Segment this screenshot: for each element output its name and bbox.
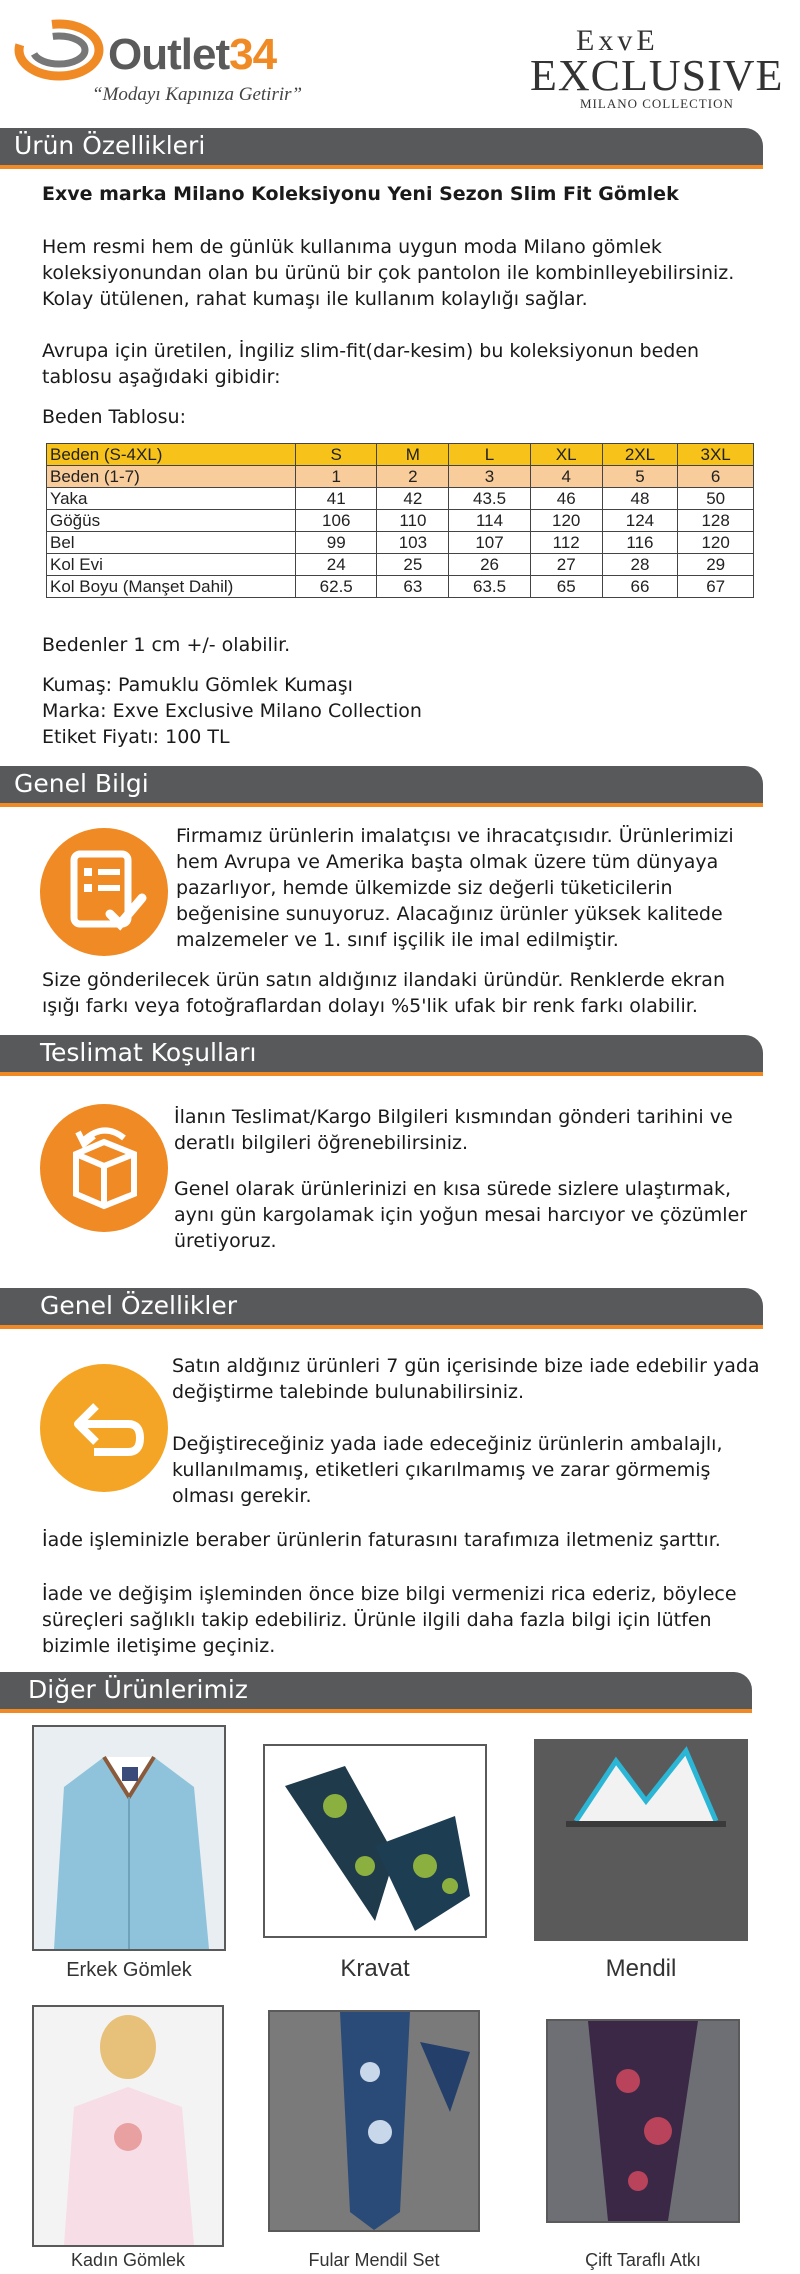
size-table-cell: M bbox=[377, 444, 449, 466]
features-line: olması gerekir. bbox=[172, 1485, 312, 1507]
women-shirt-image-icon bbox=[34, 2007, 222, 2245]
product-desc-line: tablosu aşağıdaki gibidir: bbox=[42, 366, 281, 388]
checklist-icon bbox=[40, 828, 168, 956]
general-info-line: beğenisine sunuyoruz. Alacağınız ürünler yüksek kalitede bbox=[176, 903, 723, 925]
general-info-line: Firmamız ürünlerin imalatçısı ve ihracatçısıdır. Ürünlerimizi bbox=[176, 825, 734, 847]
size-table-cell: XL bbox=[530, 444, 602, 466]
section-header-general-info: Genel Bilgi bbox=[0, 766, 763, 807]
features-line: değiştirme talebinde bulunabilirsiniz. bbox=[172, 1381, 524, 1403]
size-table-cell: 1 bbox=[296, 466, 377, 488]
size-table-cell: 3 bbox=[449, 466, 530, 488]
return-arrow-icon bbox=[40, 1364, 168, 1492]
gallery-caption: Fular Mendil Set bbox=[308, 2250, 440, 2270]
features-line: süreçleri sağlıklı takip edebiliriz. Ürünle ilgili daha fazla bilgi için lütfen bbox=[42, 1609, 712, 1631]
gallery-caption: Kadın Gömlek bbox=[70, 2250, 186, 2270]
size-table-cell: 99 bbox=[296, 532, 377, 554]
size-table-row bbox=[47, 576, 754, 598]
product-thumb-double-scarf[interactable] bbox=[546, 2019, 740, 2223]
gallery-caption: Erkek Gömlek bbox=[66, 1959, 192, 1981]
size-table-cell: 106 bbox=[296, 510, 377, 532]
size-table-cell: 41 bbox=[296, 488, 377, 510]
size-table-cell: 114 bbox=[449, 510, 530, 532]
size-table-cell: 3XL bbox=[678, 444, 754, 466]
general-info-line: pazarlıyor, hemde ülkemizde siz değerli tüketicilerin bbox=[176, 877, 673, 899]
size-table-cell: 4 bbox=[530, 466, 602, 488]
product-thumb-tie[interactable] bbox=[263, 1744, 487, 1938]
outlet34-logo-icon bbox=[14, 14, 104, 86]
size-note: Bedenler 1 cm +/- olabilir. bbox=[42, 634, 291, 656]
size-table-cell: 124 bbox=[602, 510, 678, 532]
size-table-cell: 26 bbox=[449, 554, 530, 576]
gallery-caption: Kravat bbox=[340, 1955, 410, 1982]
double-scarf-image-icon bbox=[548, 2021, 738, 2221]
size-table-label: Göğüs bbox=[47, 510, 296, 532]
product-desc-line: Kolay ütülenen, rahat kumaşı ile kullanım kolaylığı sağlar. bbox=[42, 288, 588, 310]
size-table-cell: L bbox=[449, 444, 530, 466]
product-desc-line: Avrupa için üretilen, İngiliz slim-fit(dar-kesim) bu koleksiyonun beden bbox=[42, 340, 700, 362]
size-table-row bbox=[47, 532, 754, 554]
scarf-set-image-icon bbox=[270, 2012, 478, 2230]
size-table-cell: 46 bbox=[530, 488, 602, 510]
size-table-cell: 63.5 bbox=[449, 576, 530, 598]
size-table-label: Kol Boyu (Manşet Dahil) bbox=[47, 576, 296, 598]
section-header-general-features: Genel Özellikler bbox=[0, 1288, 763, 1329]
logo-name: Outlet34 bbox=[108, 30, 277, 79]
shirt-image-icon bbox=[34, 1727, 224, 1949]
pocket-square-image-icon bbox=[536, 1741, 746, 1939]
features-line: Satın aldğınız ürünleri 7 gün içerisinde bize iade edebilir yada bbox=[172, 1355, 760, 1377]
product-thumb-men-shirt[interactable] bbox=[32, 1725, 226, 1951]
size-table-row bbox=[47, 488, 754, 510]
features-line: Değiştireceğiniz yada iade edeceğiniz ürünlerin ambalajlı, bbox=[172, 1433, 723, 1455]
size-table-cell: 50 bbox=[678, 488, 754, 510]
product-thumb-pocket-square[interactable] bbox=[534, 1739, 748, 1941]
brand-info: Marka: Exve Exclusive Milano Collection bbox=[42, 700, 422, 722]
size-table-title: Beden Tablosu: bbox=[42, 406, 186, 428]
features-line: İade işleminizle beraber ürünlerin faturasını tarafımıza iletmeniz şarttır. bbox=[42, 1529, 721, 1551]
general-info-line: hem Avrupa ve Amerika başta olmak üzere tüm dünyaya bbox=[176, 851, 719, 873]
product-title: Exve marka Milano Koleksiyonu Yeni Sezon Slim Fit Gömlek bbox=[42, 183, 679, 205]
size-table-row bbox=[47, 444, 754, 466]
size-table-cell: 116 bbox=[602, 532, 678, 554]
size-table-cell: 67 bbox=[678, 576, 754, 598]
delivery-line: üretiyoruz. bbox=[174, 1230, 277, 1252]
size-table-cell: 25 bbox=[377, 554, 449, 576]
size-table-cell: 27 bbox=[530, 554, 602, 576]
product-desc-line: Hem resmi hem de günlük kullanıma uygun moda Milano gömlek bbox=[42, 236, 662, 258]
size-table-cell: 43.5 bbox=[449, 488, 530, 510]
size-table-cell: S bbox=[296, 444, 377, 466]
fabric-info: Kumaş: Pamuklu Gömlek Kumaşı bbox=[42, 674, 353, 696]
size-table-cell: 5 bbox=[602, 466, 678, 488]
features-line: kullanılmamış, etiketleri çıkarılmamış ve zarar görmemiş bbox=[172, 1459, 711, 1481]
product-desc-line: koleksiyonundan olan bu ürünü bir çok pantolon ile kombinlleyebilirsiniz. bbox=[42, 262, 735, 284]
size-table-cell: 103 bbox=[377, 532, 449, 554]
size-table bbox=[46, 443, 754, 598]
size-table-label: Yaka bbox=[47, 488, 296, 510]
features-line: bizimle iletişime geçiniz. bbox=[42, 1635, 276, 1657]
size-table-cell: 29 bbox=[678, 554, 754, 576]
size-table-cell: 110 bbox=[377, 510, 449, 532]
size-table-label: Beden (S-4XL) bbox=[47, 444, 296, 466]
size-table-cell: 120 bbox=[678, 532, 754, 554]
size-table-row bbox=[47, 510, 754, 532]
size-table-cell: 42 bbox=[377, 488, 449, 510]
tie-image-icon bbox=[265, 1746, 485, 1936]
size-table-label: Bel bbox=[47, 532, 296, 554]
size-table-row bbox=[47, 554, 754, 576]
delivery-line: Genel olarak ürünlerinizi en kısa sürede sizlere ulaştırmak, bbox=[174, 1178, 732, 1200]
size-table-cell: 65 bbox=[530, 576, 602, 598]
size-table-cell: 112 bbox=[530, 532, 602, 554]
size-table-cell: 2XL bbox=[602, 444, 678, 466]
general-info-line: ışığı farkı veya fotoğraflardan dolayı %5'lik ufak bir renk farkı olabilir. bbox=[42, 995, 698, 1017]
section-header-delivery: Teslimat Koşulları bbox=[0, 1035, 763, 1076]
size-table-cell: 120 bbox=[530, 510, 602, 532]
features-line: İade ve değişim işleminden önce bize bilgi vermenizi rica ederiz, böylece bbox=[42, 1583, 737, 1605]
size-table-cell: 107 bbox=[449, 532, 530, 554]
gallery-caption: Çift Taraflı Atkı bbox=[585, 2250, 701, 2270]
size-table-cell: 66 bbox=[602, 576, 678, 598]
brand-logo-top: ExvE bbox=[576, 24, 659, 57]
delivery-line: deratlı bilgileri öğrenebilirsiniz. bbox=[174, 1132, 469, 1154]
general-info-line: Size gönderilecek ürün satın aldığınız ilandaki üründür. Renklerde ekran bbox=[42, 969, 725, 991]
size-table-row bbox=[47, 466, 754, 488]
brand-logo-main: EXCLUSIVE bbox=[530, 51, 784, 100]
size-table-cell: 28 bbox=[602, 554, 678, 576]
brand-logo-sub: MILANO COLLECTION bbox=[580, 96, 734, 111]
size-table-cell: 48 bbox=[602, 488, 678, 510]
section-header-product: Ürün Özellikleri bbox=[0, 128, 763, 169]
size-table-cell: 6 bbox=[678, 466, 754, 488]
size-table-cell: 62.5 bbox=[296, 576, 377, 598]
size-table-cell: 24 bbox=[296, 554, 377, 576]
price-info: Etiket Fiyatı: 100 TL bbox=[42, 726, 230, 748]
size-table-label: Kol Evi bbox=[47, 554, 296, 576]
size-table-label: Beden (1-7) bbox=[47, 466, 296, 488]
delivery-line: aynı gün kargolamak için yoğun mesai harcıyor ve çözümler bbox=[174, 1204, 748, 1226]
size-table-cell: 128 bbox=[678, 510, 754, 532]
section-header-other-products: Diğer Ürünlerimiz bbox=[0, 1672, 752, 1713]
size-table-cell: 2 bbox=[377, 466, 449, 488]
gallery-caption: Mendil bbox=[605, 1955, 677, 1982]
product-thumb-women-shirt[interactable] bbox=[32, 2005, 224, 2247]
size-table-cell: 63 bbox=[377, 576, 449, 598]
logo-slogan: “Modayı Kapınıza Getirir” bbox=[92, 84, 303, 105]
delivery-line: İlanın Teslimat/Kargo Bilgileri kısmından gönderi tarihini ve bbox=[174, 1106, 733, 1128]
general-info-line: malzemeler ve 1. sınıf işçilik ile imal edilmiştir. bbox=[176, 929, 619, 951]
return-box-icon bbox=[40, 1104, 168, 1232]
product-thumb-scarf-set[interactable] bbox=[268, 2010, 480, 2232]
